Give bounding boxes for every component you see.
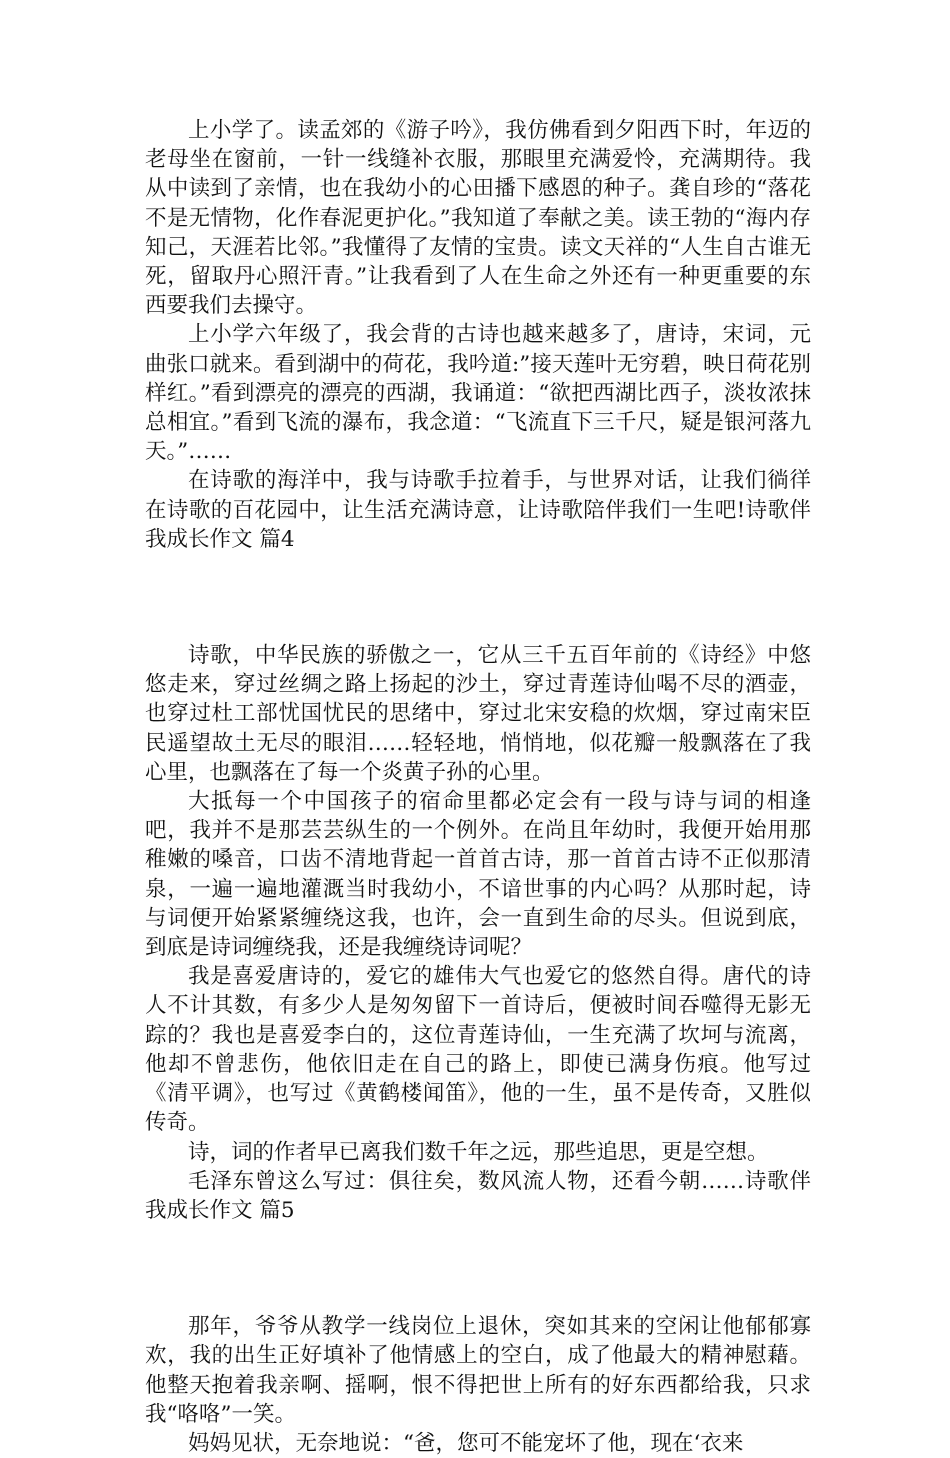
section-gap [145, 554, 811, 641]
paragraph-1: 上小学了。读孟郊的《游子吟》，我仿佛看到夕阳西下时，年迈的老母坐在窗前，一针一线缝补衣服，那眼里充满爱怜，充满期待。我从中读到了亲情，也在我幼小的心田播下感恩的种子。龚自珍的“落花不是无情物，化作春泥更护化。”我知道了奉献之美。读王勃的“海内存知己，天涯若比邻。”我懂得了友情的宝贵。读文天祥的“人生自古谁无死，留取丹心照汗青。”让我看到了人在生命之外还有一种更重要的东西要我们去操守。 [145, 118, 811, 319]
paragraph-6: 我是喜爱唐诗的，爱它的雄伟大气也爱它的悠然自得。唐代的诗人不计其数，有多少人是匆匆留下一首诗后，便被时间吞噬得无影无踪的？我也是喜爱李白的，这位青莲诗仙，一生充满了坎坷与流离，他却不曾悲伤，他依旧走在自己的路上，即使已满身伤痕。他写过《清平调》，也写过《黄鹤楼闻笛》，他的一生，虽不是传奇，又胜似传奇。 [145, 964, 811, 1136]
paragraph-7: 诗，词的作者早已离我们数千年之远，那些追思，更是空想。 [188, 1139, 769, 1165]
paragraph-2: 上小学六年级了，我会背的古诗也越来越多了，唐诗，宋词，元曲张口就来。看到湖中的荷花，我吟道:”接天莲叶无穷碧，映日荷花别样红。”看到漂亮的漂亮的西湖，我诵道：“欲把西湖比西子，淡妆浓抹总相宜。”看到飞流的瀑布，我念道：“飞流直下三千尺，疑是银河落九天。”…… [145, 322, 811, 465]
document-body [145, 116, 811, 1458]
paragraph-3: 在诗歌的海洋中，我与诗歌手拉着手，与世界对话，让我们徜徉在诗歌的百花园中，让生活充满诗意，让诗歌陪伴我们一生吧!诗歌伴我成长作文 篇4 [145, 468, 811, 552]
section-gap [145, 1225, 811, 1312]
paragraph-9: 那年，爷爷从教学一线岗位上退休，突如其来的空闲让他郁郁寡欢，我的出生正好填补了他情感上的空白，成了他最大的精神慰藉。他整天抱着我亲啊、摇啊，恨不得把世上所有的好东西都给我，只求我“咯咯”一笑。 [145, 1314, 811, 1427]
paragraph-4: 诗歌，中华民族的骄傲之一，它从三千五百年前的《诗经》中悠悠走来，穿过丝绸之路上扬起的沙土，穿过青莲诗仙喝不尽的酒壶，也穿过杜工部忧国忧民的思绪中，穿过北宋安稳的炊烟，穿过南宋臣民遥望故土无尽的眼泪……轻轻地，悄悄地，似花瓣一般飘落在了我心里，也飘落在了每一个炎黄子孙的心里。 [145, 643, 811, 785]
paragraph-8: 毛泽东曾这么写过：俱往矣，数风流人物，还看今朝……诗歌伴我成长作文 篇5 [145, 1168, 811, 1223]
paragraph-5: 大抵每一个中国孩子的宿命里都必定会有一段与诗与词的相逢吧，我并不是那芸芸纵生的一个例外。在尚且年幼时，我便开始用那稚嫩的嗓音，口齿不清地背起一首首古诗，那一首首古诗不正似那清泉，一遍一遍地灌溉当时我幼小，不谙世事的内心吗？从那时起，诗与词便开始紧紧缠绕这我，也许，会一直到生命的尽头。但说到底，到底是诗词缠绕我，还是我缠绕诗词呢？ [145, 789, 811, 961]
paragraph-10: 妈妈见状，无奈地说：“爸，您可不能宠坏了他，现在‘衣来 [188, 1430, 744, 1456]
